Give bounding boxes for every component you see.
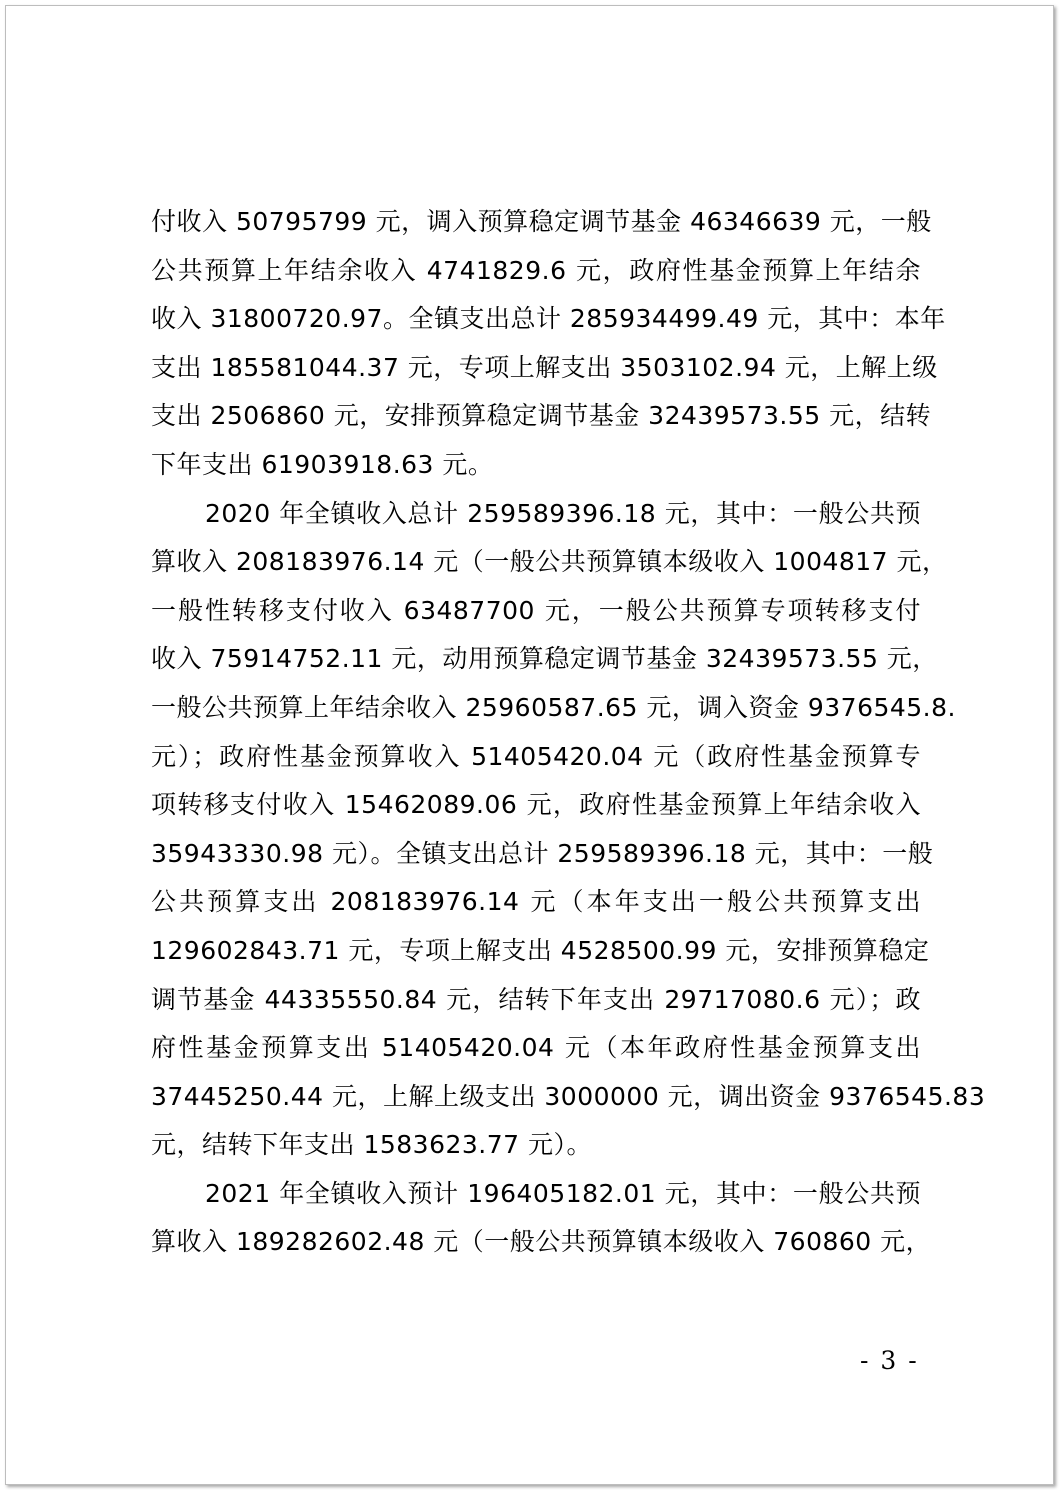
text-line: 收入 31800720.97。全镇支出总计 285934499.49 元，其中：本年 — [151, 304, 946, 334]
text-line: 收入 75914752.11 元，动用预算稳定调节基金 32439573.55 元， — [151, 644, 938, 674]
text-line: 支出 2506860 元，安排预算稳定调节基金 32439573.55 元，结转 — [151, 401, 932, 431]
text-line: 2020 年全镇收入总计 259589396.18 元，其中：一般公共预 — [205, 498, 921, 528]
text-line: 35943330.98 元）。全镇支出总计 259589396.18 元，其中：一般 — [151, 838, 934, 868]
text-line: 一般公共预算上年结余收入 25960587.65 元，调入资金 9376545.8. — [151, 692, 956, 722]
text-line: 项转移支付收入 15462089.06 元，政府性基金预算上年结余收入 — [151, 790, 921, 820]
paragraph-2 — [151, 490, 986, 1170]
text-line: 129602843.71 元，专项上解支出 4528500.99 元，安排预算稳定 — [151, 935, 930, 965]
text-line: 元，结转下年支出 1583623.77 元）。 — [151, 1130, 592, 1160]
text-line: 算收入 208183976.14 元（一般公共预算镇本级收入 1004817 元， — [151, 547, 948, 577]
paragraph-3 — [151, 1170, 932, 1267]
text-line: 付收入 50795799 元，调入预算稳定调节基金 46346639 元，一般 — [151, 207, 932, 236]
text-line: 算收入 189282602.48 元（一般公共预算镇本级收入 760860 元， — [151, 1227, 932, 1257]
text-line: 调节基金 44335550.84 元，结转下年支出 29717080.6 元）；政 — [151, 984, 921, 1014]
document-body — [151, 198, 986, 1267]
page-number: - 3 - — [860, 1346, 919, 1375]
text-line: 2021 年全镇收入预计 196405182.01 元，其中：一般公共预 — [205, 1178, 921, 1208]
text-line: 公共预算支出 208183976.14 元（本年支出一般公共预算支出 — [151, 887, 921, 917]
text-line: 公共预算上年结余收入 4741829.6 元，政府性基金预算上年结余 — [151, 255, 921, 285]
text-line: 一般性转移支付收入 63487700 元，一般公共预算专项转移支付 — [151, 595, 921, 625]
paragraph-1 — [151, 198, 946, 490]
text-line: 37445250.44 元，上解上级支出 3000000 元，调出资金 9376545.83 — [151, 1081, 986, 1111]
text-line: 府性基金预算支出 51405420.04 元（本年政府性基金预算支出 — [151, 1033, 921, 1063]
text-line: 元）；政府性基金预算收入 51405420.04 元（政府性基金预算专 — [151, 741, 921, 771]
text-line: 下年支出 61903918.63 元。 — [151, 449, 494, 479]
text-line: 支出 185581044.37 元，专项上解支出 3503102.94 元，上解上级 — [151, 352, 938, 382]
